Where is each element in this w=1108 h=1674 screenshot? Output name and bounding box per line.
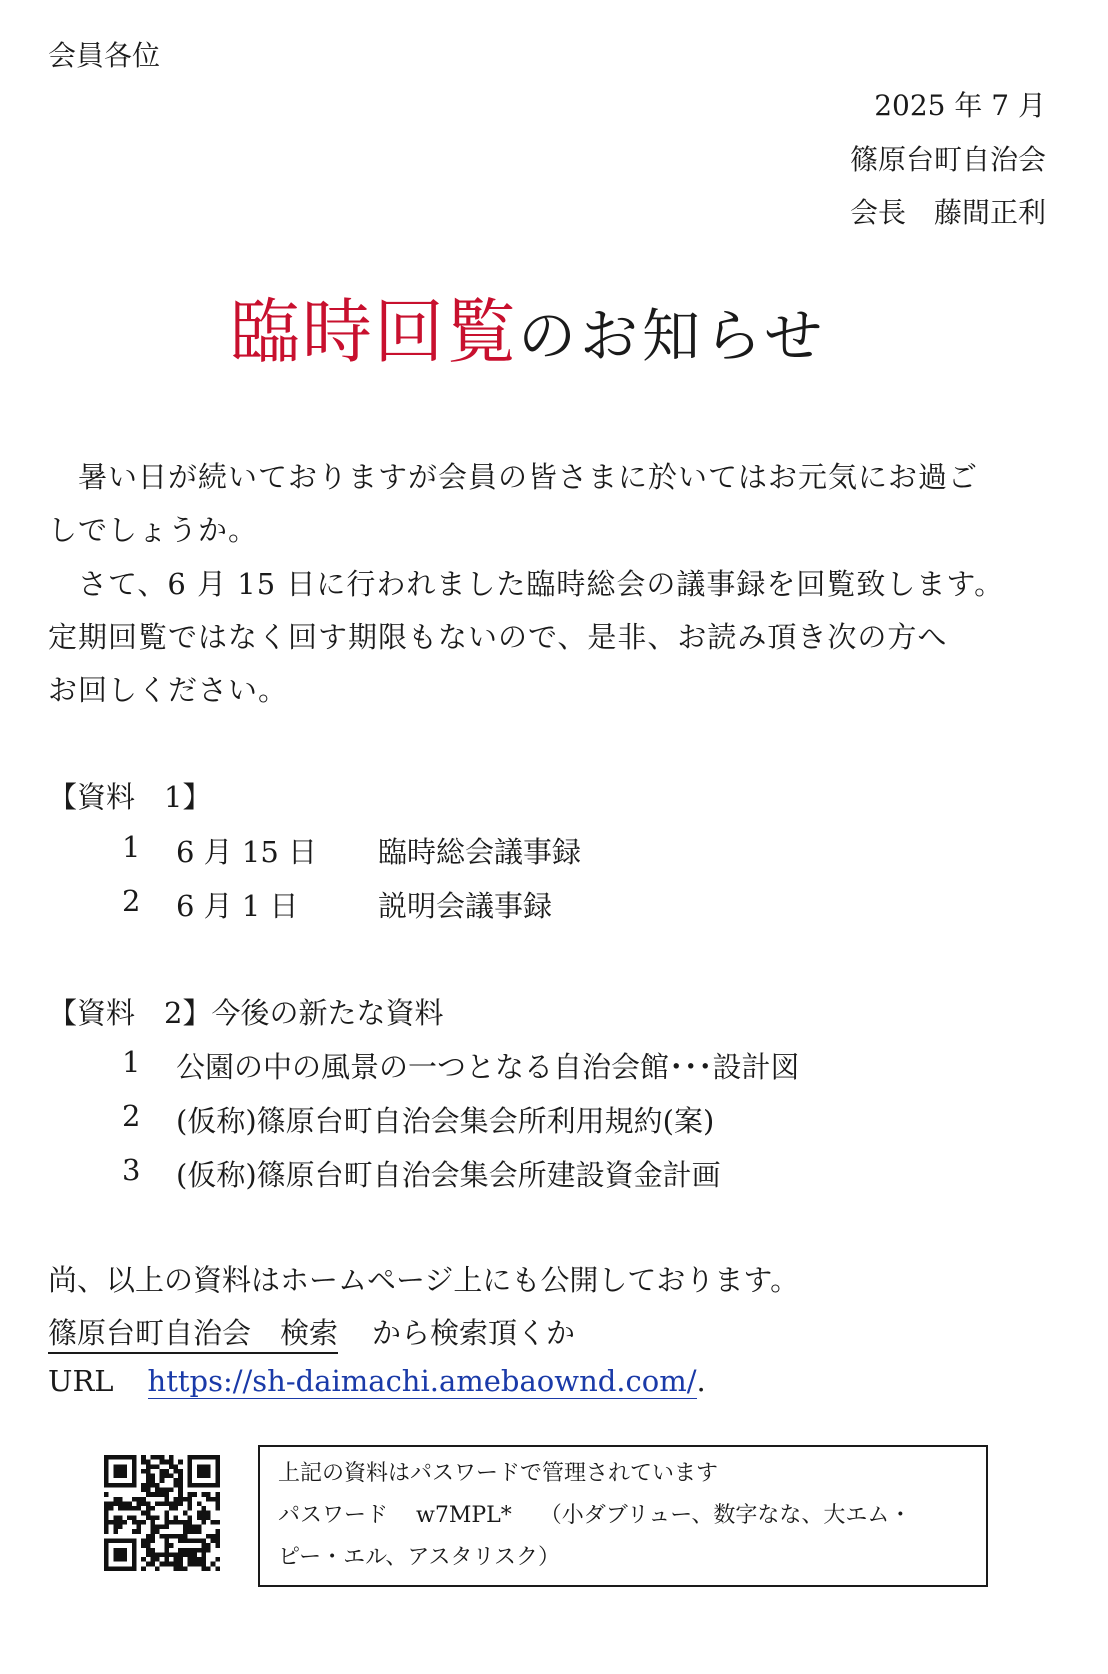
homepage-link[interactable]: https://sh-daimachi.amebaownd.com/ bbox=[147, 1364, 697, 1398]
title-highlight: 臨時回覧 bbox=[230, 291, 518, 373]
president-name: 会長 藤間正利 bbox=[849, 196, 1046, 229]
body-paragraph-1-line-2: しでしょうか。 bbox=[48, 513, 259, 547]
item-title: 説明会議事録 bbox=[378, 889, 553, 923]
body-paragraph-2-line-1: さて、6 月 15 日に行われました臨時総会の議事録を回覧致します。 bbox=[78, 567, 1005, 601]
item-title: (仮称)篠原台町自治会集会所利用規約(案) bbox=[176, 1104, 715, 1138]
item-number: 3 bbox=[122, 1153, 141, 1187]
materials-1-heading: 【資料 1】 bbox=[48, 780, 212, 814]
item-title: (仮称)篠原台町自治会集会所建設資金計画 bbox=[176, 1158, 721, 1192]
organization-name: 篠原台町自治会 bbox=[849, 143, 1046, 176]
password-label: パスワード bbox=[278, 1503, 389, 1528]
item-number: 2 bbox=[122, 884, 141, 918]
password-line bbox=[278, 1495, 986, 1537]
document-date: 2025 年 7 月 bbox=[874, 89, 1046, 122]
homepage-notice: 尚、以上の資料はホームページ上にも公開しております。 bbox=[48, 1263, 800, 1297]
password-notice-box bbox=[258, 1445, 988, 1587]
body-paragraph-1-line-1: 暑い日が続いておりますが会員の皆さまに於いてはお元気にお過ご bbox=[78, 460, 979, 494]
materials-2-heading: 【資料 2】今後の新たな資料 bbox=[48, 996, 444, 1030]
item-number: 2 bbox=[122, 1099, 141, 1133]
title-rest: のお知らせ bbox=[518, 302, 827, 370]
item-title: 公園の中の風景の一つとなる自治会館･･･設計図 bbox=[176, 1050, 800, 1084]
page-title bbox=[230, 292, 826, 376]
password-hint: （小ダブリュー、数字なな、大エム・ bbox=[539, 1503, 912, 1528]
item-title: 臨時総会議事録 bbox=[378, 835, 582, 869]
password-box-intro: 上記の資料はパスワードで管理されています bbox=[278, 1461, 719, 1486]
password-value: w7MPL* bbox=[416, 1503, 512, 1528]
search-suffix: から検索頂くか bbox=[372, 1316, 576, 1350]
item-number: 1 bbox=[122, 830, 141, 864]
item-number: 1 bbox=[122, 1045, 141, 1079]
url-line bbox=[48, 1364, 706, 1398]
body-paragraph-2-line-2: 定期回覧ではなく回す期限もないので、是非、お読み頂き次の方へ bbox=[48, 620, 948, 654]
body-paragraph-2-line-3: お回しください。 bbox=[48, 673, 289, 707]
url-trail: . bbox=[696, 1364, 706, 1398]
item-date: 6 月 15 日 bbox=[176, 835, 318, 869]
search-instruction bbox=[48, 1311, 575, 1352]
password-hint-continued: ピー・エル、アスタリスク） bbox=[278, 1545, 561, 1570]
url-label: URL bbox=[48, 1364, 114, 1398]
item-date: 6 月 1 日 bbox=[176, 889, 299, 923]
search-keyword: 篠原台町自治会 検索 bbox=[48, 1316, 338, 1354]
qr-code-icon bbox=[104, 1455, 220, 1571]
salutation: 会員各位 bbox=[48, 39, 161, 72]
